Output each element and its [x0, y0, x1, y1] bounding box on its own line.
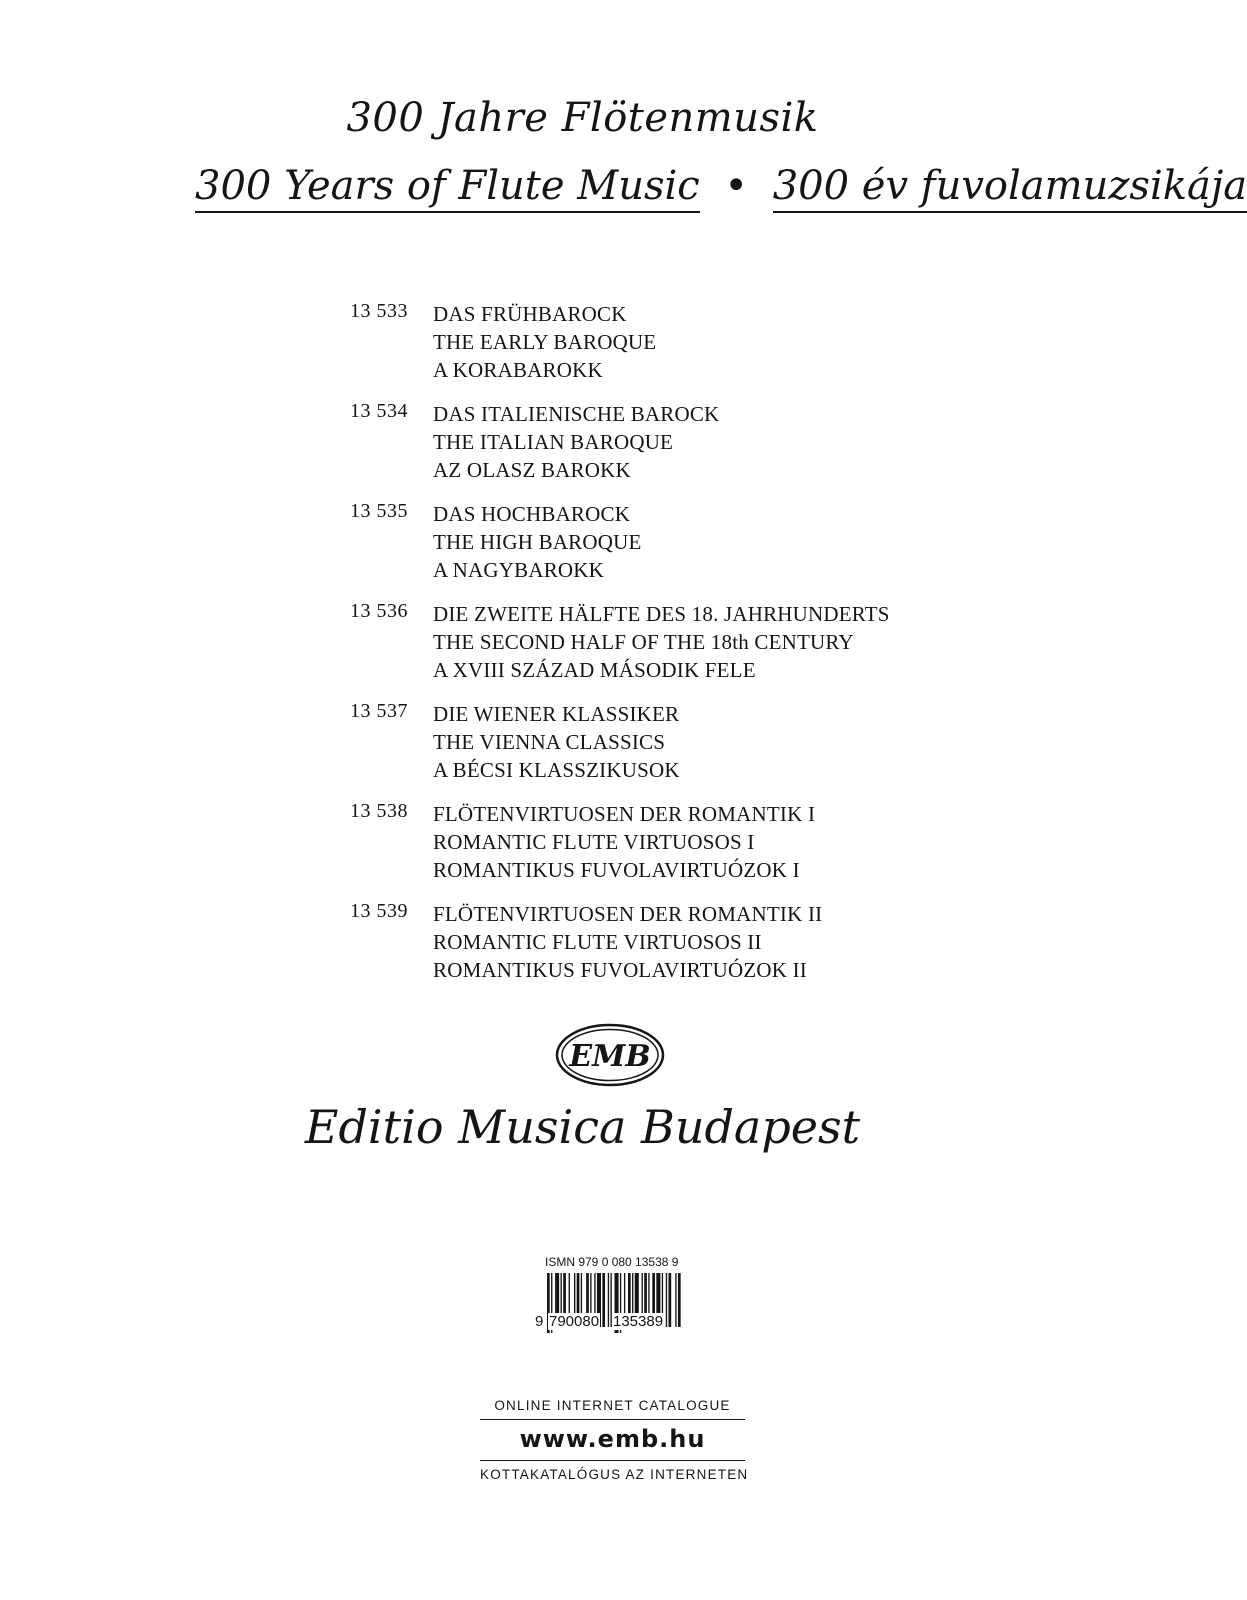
entry-number: 13 534 — [350, 400, 408, 422]
barcode-bar — [678, 1273, 681, 1327]
entry-number: 13 539 — [350, 900, 408, 922]
title-hungarian: 300 év fuvolamuzsikája — [773, 163, 1247, 213]
entry-title-en: THE SECOND HALF OF THE 18th CENTURY — [433, 630, 854, 654]
catalog-entry — [350, 400, 1050, 484]
barcode-digits-right: 135389 — [613, 1313, 664, 1330]
entry-titles — [433, 700, 680, 784]
emb-logo — [554, 1022, 666, 1088]
entry-titles — [433, 900, 822, 984]
entry-title-en: ROMANTIC FLUTE VIRTUOSOS II — [433, 930, 762, 954]
entry-titles — [433, 800, 815, 884]
entry-titles — [433, 500, 642, 584]
online-catalogue-label: ONLINE INTERNET CATALOGUE — [480, 1398, 745, 1420]
entry-titles — [433, 400, 719, 484]
title-english: 300 Years of Flute Music — [195, 163, 700, 213]
entry-title-de: DIE WIENER KLASSIKER — [433, 702, 680, 726]
barcode-bar — [666, 1273, 667, 1327]
entry-title-en: THE ITALIAN BAROQUE — [433, 430, 674, 454]
entry-title-en: THE EARLY BAROQUE — [433, 330, 657, 354]
entry-title-en: THE HIGH BAROQUE — [433, 530, 642, 554]
entry-title-hu: A BÉCSI KLASSZIKUSOK — [433, 758, 680, 782]
entry-title-de: DAS HOCHBAROCK — [433, 502, 631, 526]
catalog-entry — [350, 800, 1050, 884]
catalog-entry — [350, 700, 1050, 784]
entry-title-de: FLÖTENVIRTUOSEN DER ROMANTIK I — [433, 802, 816, 826]
barcode-block — [535, 1255, 685, 1333]
entry-title-de: DIE ZWEITE HÄLFTE DES 18. JAHRHUNDERTS — [433, 602, 890, 626]
catalog-entry — [350, 600, 1050, 684]
entry-titles — [433, 600, 890, 684]
online-catalogue — [480, 1398, 749, 1482]
online-catalogue-label-hu: KOTTAKATALÓGUS AZ INTERNETEN — [480, 1467, 749, 1482]
title-separator: • — [724, 163, 748, 209]
entry-title-hu: ROMANTIKUS FUVOLAVIRTUÓZOK II — [433, 958, 807, 982]
barcode-bar — [602, 1273, 605, 1327]
catalog-list — [350, 300, 1050, 1000]
barcode-bar — [669, 1273, 672, 1327]
entry-title-en: ROMANTIC FLUTE VIRTUOSOS I — [433, 830, 755, 854]
title-german: 300 Jahre Flötenmusik — [346, 95, 819, 141]
entry-number: 13 535 — [350, 500, 408, 522]
publisher-name: Editio Musica Budapest — [304, 1100, 861, 1154]
entry-number: 13 538 — [350, 800, 408, 822]
entry-title-hu: A KORABAROKK — [433, 358, 603, 382]
emb-logo-text: EMB — [569, 1039, 651, 1074]
barcode-digits-left: 790080 — [549, 1313, 600, 1330]
entry-number: 13 537 — [350, 700, 408, 722]
catalog-entry — [350, 300, 1050, 384]
entry-title-de: DAS FRÜHBAROCK — [433, 302, 627, 326]
barcode-bar — [675, 1273, 676, 1327]
entry-title-en: THE VIENNA CLASSICS — [433, 730, 666, 754]
title-row — [195, 163, 1247, 223]
catalog-entry — [350, 500, 1050, 584]
entry-title-hu: AZ OLASZ BAROKK — [433, 458, 631, 482]
entry-title-hu: A XVIII SZÁZAD MÁSODIK FELE — [433, 658, 756, 682]
entry-number: 13 533 — [350, 300, 408, 322]
ismn-number: ISMN 979 0 080 13538 9 — [545, 1255, 679, 1269]
entry-title-de: FLÖTENVIRTUOSEN DER ROMANTIK II — [433, 902, 823, 926]
entry-title-hu: ROMANTIKUS FUVOLAVIRTUÓZOK I — [433, 858, 800, 882]
barcode-digit-first: 9 — [535, 1313, 544, 1330]
entry-title-de: DAS ITALIENISCHE BAROCK — [433, 402, 720, 426]
entry-number: 13 536 — [350, 600, 408, 622]
entry-title-hu: A NAGYBAROKK — [433, 558, 604, 582]
barcode-bar — [608, 1273, 609, 1327]
catalog-entry — [350, 900, 1050, 984]
entry-titles — [433, 300, 656, 384]
website-link[interactable]: www.emb.hu — [480, 1420, 745, 1461]
